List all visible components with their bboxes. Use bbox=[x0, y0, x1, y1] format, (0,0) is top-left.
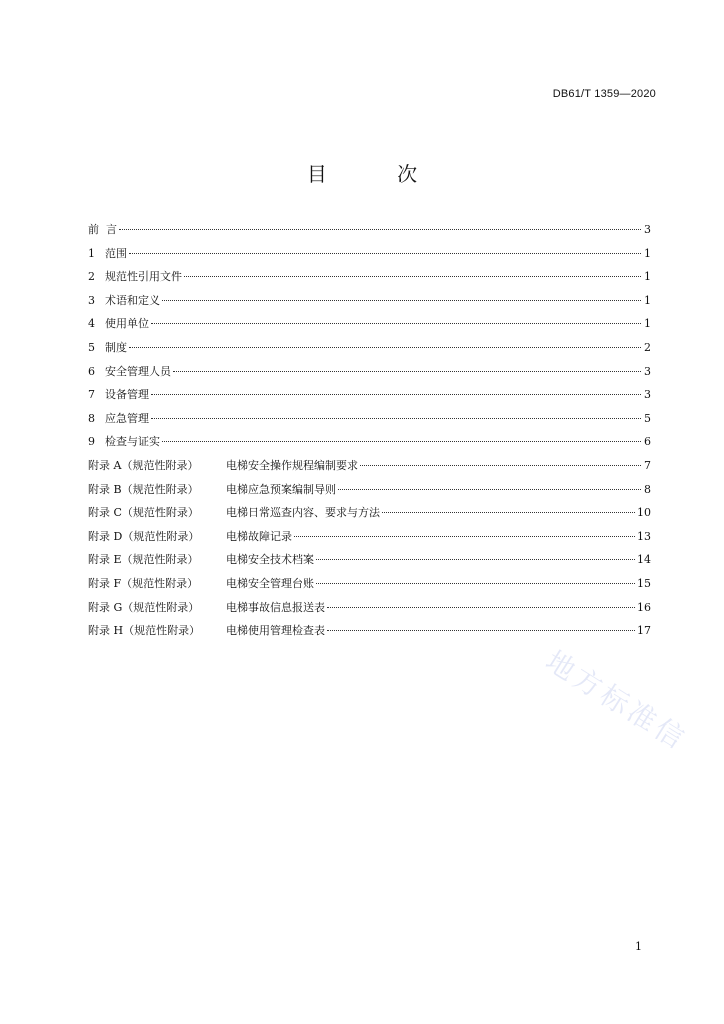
toc-entry-number: 5 bbox=[88, 340, 95, 354]
toc-dot-leader bbox=[151, 394, 641, 395]
toc-appendix-heading: 附录 H（规范性附录） bbox=[88, 624, 201, 638]
toc-entry[interactable] bbox=[88, 548, 651, 572]
toc-appendix-heading: 附录 D（规范性附录） bbox=[88, 529, 200, 543]
toc-entry-title: 前 言 bbox=[88, 223, 117, 236]
toc-entry-page: 3 bbox=[644, 388, 651, 402]
toc-entry[interactable] bbox=[88, 360, 651, 384]
toc-entry[interactable] bbox=[88, 596, 651, 620]
toc-entry-title: 范围 bbox=[105, 246, 127, 260]
toc-entry-label bbox=[88, 383, 149, 407]
toc-dot-leader bbox=[129, 253, 641, 254]
toc-entry-number: 8 bbox=[88, 411, 95, 425]
toc-entry-label bbox=[88, 407, 149, 431]
toc-entry-label bbox=[88, 336, 127, 360]
toc-entry[interactable] bbox=[88, 312, 651, 336]
toc-dot-leader bbox=[360, 465, 641, 466]
toc-entry-page: 1 bbox=[644, 317, 651, 331]
toc-entry-page: 1 bbox=[644, 246, 651, 260]
toc-entry[interactable] bbox=[88, 383, 651, 407]
page-number: 1 bbox=[635, 940, 642, 953]
page-title: 目 次 bbox=[306, 162, 450, 186]
toc-entry[interactable] bbox=[88, 289, 651, 313]
toc-dot-leader bbox=[316, 559, 635, 560]
toc-entry-title: 电梯安全管理台账 bbox=[226, 576, 314, 590]
toc-entry-page: 2 bbox=[644, 340, 651, 354]
toc-entry-label bbox=[88, 242, 127, 266]
toc-dot-leader bbox=[119, 229, 641, 230]
toc-entry[interactable] bbox=[88, 265, 651, 289]
toc-entry-title: 设备管理 bbox=[105, 388, 149, 402]
toc-entry-title: 规范性引用文件 bbox=[105, 270, 182, 284]
toc-appendix-heading: 附录 A（规范性附录） bbox=[88, 458, 199, 472]
toc-entry-label bbox=[88, 478, 336, 502]
toc-entry-title: 电梯安全技术档案 bbox=[226, 553, 314, 567]
toc-entry-page: 14 bbox=[637, 553, 651, 567]
toc-dot-leader bbox=[294, 536, 635, 537]
toc-entry-title: 电梯安全操作规程编制要求 bbox=[226, 458, 358, 472]
toc-entry-page: 3 bbox=[644, 223, 651, 236]
toc-dot-leader bbox=[327, 630, 635, 631]
toc-entry-title: 制度 bbox=[105, 340, 127, 354]
toc-entry-page: 8 bbox=[644, 482, 651, 496]
toc-entry-number: 7 bbox=[88, 388, 95, 402]
toc-entry-page: 13 bbox=[637, 529, 651, 543]
toc-dot-leader bbox=[184, 276, 641, 277]
toc-appendix-heading: 附录 E（规范性附录） bbox=[88, 553, 199, 567]
toc-entry-page: 7 bbox=[644, 458, 651, 472]
toc-dot-leader bbox=[151, 418, 641, 419]
toc-entry-page: 3 bbox=[644, 364, 651, 378]
toc-entry-number: 9 bbox=[88, 435, 95, 449]
toc-entry-page: 10 bbox=[637, 506, 651, 520]
toc-entry-label bbox=[88, 501, 380, 525]
toc-entry-title: 电梯日常巡查内容、要求与方法 bbox=[226, 506, 380, 520]
toc-entry-label bbox=[88, 619, 325, 643]
toc-entry-label bbox=[88, 289, 160, 313]
toc-entry-number: 3 bbox=[88, 293, 95, 307]
toc-entry-label bbox=[88, 548, 314, 572]
toc-appendix-heading: 附录 B（规范性附录） bbox=[88, 482, 199, 496]
toc-entry-page: 1 bbox=[644, 293, 651, 307]
toc-entry-label bbox=[88, 596, 325, 620]
toc-dot-leader bbox=[129, 347, 641, 348]
toc-entry[interactable] bbox=[88, 525, 651, 549]
toc-entry-page: 15 bbox=[637, 576, 651, 590]
toc-entry-title: 电梯故障记录 bbox=[226, 529, 292, 543]
toc-entry-title: 电梯使用管理检查表 bbox=[226, 624, 325, 638]
table-of-contents bbox=[88, 218, 651, 643]
toc-entry[interactable] bbox=[88, 430, 651, 454]
document-code: DB61/T 1359—2020 bbox=[552, 88, 656, 100]
toc-dot-leader bbox=[173, 371, 641, 372]
toc-entry-title: 应急管理 bbox=[105, 411, 149, 425]
toc-entry-title: 安全管理人员 bbox=[105, 364, 171, 378]
toc-appendix-heading: 附录 F（规范性附录） bbox=[88, 576, 199, 590]
toc-dot-leader bbox=[316, 583, 635, 584]
toc-entry-number: 2 bbox=[88, 270, 95, 284]
toc-dot-leader bbox=[162, 441, 641, 442]
toc-dot-leader bbox=[162, 300, 641, 301]
toc-dot-leader bbox=[327, 607, 635, 608]
toc-entry-page: 17 bbox=[637, 624, 651, 638]
toc-entry[interactable] bbox=[88, 454, 651, 478]
toc-dot-leader bbox=[151, 323, 641, 324]
toc-entry[interactable] bbox=[88, 572, 651, 596]
toc-entry-title: 电梯应急预案编制导则 bbox=[226, 482, 336, 496]
toc-entry[interactable] bbox=[88, 619, 651, 643]
toc-entry[interactable] bbox=[88, 407, 651, 431]
toc-entry-label bbox=[88, 454, 358, 478]
toc-appendix-heading: 附录 C（规范性附录） bbox=[88, 506, 199, 520]
toc-entry-label bbox=[88, 572, 314, 596]
toc-entry[interactable] bbox=[88, 501, 651, 525]
watermark: 地方标准信 bbox=[539, 644, 694, 758]
toc-entry-page: 6 bbox=[644, 435, 651, 449]
toc-entry-page: 1 bbox=[644, 270, 651, 284]
toc-entry-label bbox=[88, 312, 149, 336]
toc-entry-title: 使用单位 bbox=[105, 317, 149, 331]
toc-entry-title: 术语和定义 bbox=[105, 293, 160, 307]
toc-entry-label bbox=[88, 525, 292, 549]
toc-entry[interactable] bbox=[88, 218, 651, 242]
toc-dot-leader bbox=[338, 489, 641, 490]
toc-dot-leader bbox=[382, 512, 635, 513]
toc-entry-page: 5 bbox=[644, 411, 651, 425]
toc-entry-label bbox=[88, 430, 160, 454]
toc-entry-number: 6 bbox=[88, 364, 95, 378]
toc-entry-page: 16 bbox=[637, 600, 651, 614]
toc-entry[interactable] bbox=[88, 336, 651, 360]
toc-entry-label bbox=[88, 265, 182, 289]
toc-entry-label bbox=[88, 360, 171, 384]
toc-entry[interactable] bbox=[88, 478, 651, 502]
toc-entry[interactable] bbox=[88, 242, 651, 266]
toc-entry-title: 电梯事故信息报送表 bbox=[226, 600, 325, 614]
toc-entry-title: 检查与证实 bbox=[105, 435, 160, 449]
toc-appendix-heading: 附录 G（规范性附录） bbox=[88, 600, 200, 614]
toc-entry-number: 4 bbox=[88, 317, 95, 331]
toc-entry-number: 1 bbox=[88, 246, 95, 260]
toc-entry-label bbox=[88, 218, 117, 242]
